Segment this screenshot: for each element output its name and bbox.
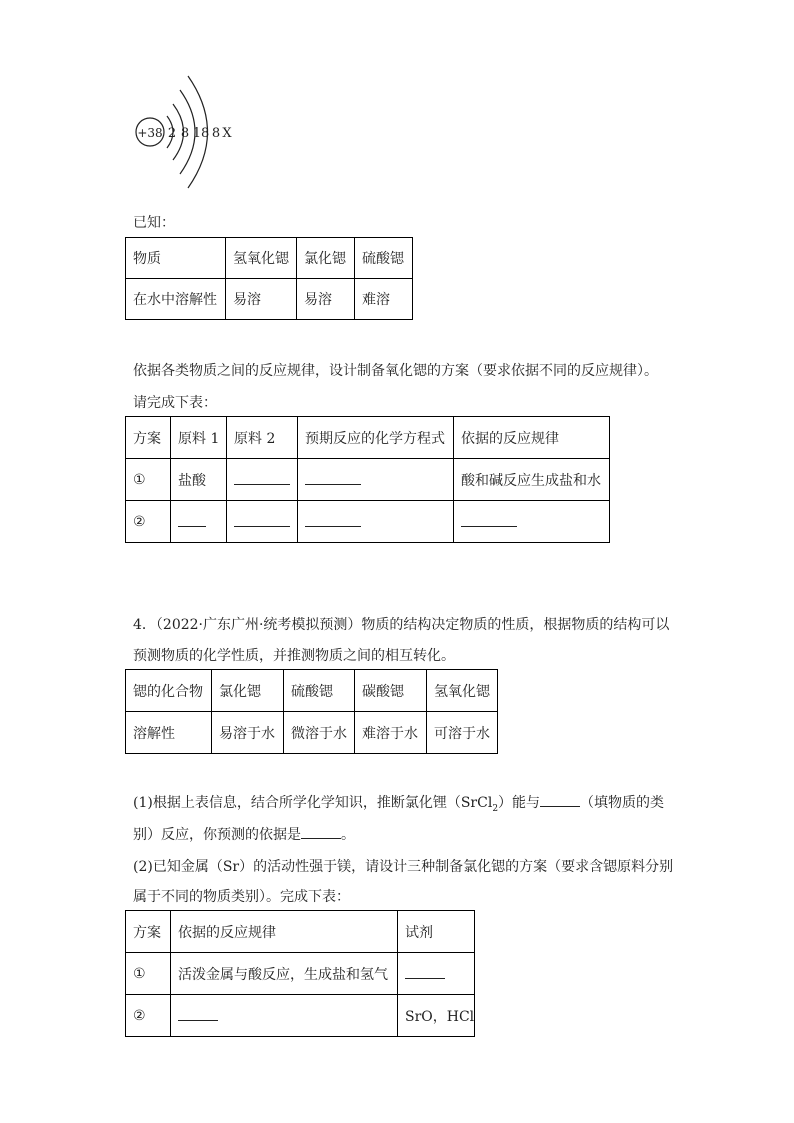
table-cell: 物质	[126, 238, 226, 279]
shell-electrons-1: 2	[167, 126, 177, 141]
answer-blank[interactable]	[461, 512, 517, 527]
table-cell: 溶解性	[126, 712, 212, 754]
table-cell: 氢氧化锶	[427, 670, 498, 712]
table-cell: SrO，HCl	[398, 995, 475, 1037]
table-cell: 碳酸锶	[355, 670, 427, 712]
question-4-intro-line-2: 预测物质的化学性质，并推测物质之间的相互转化。	[133, 648, 455, 664]
question-4-intro-line-1: 4．（2022·广东广州·统考模拟预测）物质的结构决定物质的性质，根据物质的结构可以	[133, 617, 670, 633]
table-cell	[298, 501, 454, 543]
table-cell: 锶的化合物	[126, 670, 212, 712]
instruction-line-2: 请完成下表：	[133, 395, 217, 411]
strontium-compounds-table	[125, 669, 498, 754]
answer-blank[interactable]	[178, 512, 206, 527]
table-cell: 易溶	[226, 279, 297, 320]
table-cell	[298, 459, 454, 501]
part-2-line-1: (2)已知金属（Sr）的活动性强于镁，请设计三种制备氯化锶的方案（要求含锶原料分别	[133, 859, 674, 875]
row-number: ①	[133, 965, 146, 982]
part-1-text: 。	[341, 827, 355, 843]
known-label: 已知：	[133, 215, 175, 231]
table-cell	[126, 459, 171, 501]
table-cell	[126, 995, 171, 1037]
part-1-text: (1)根据上表信息，结合所学化学知识，推断氯化锂（SrCl	[133, 795, 493, 811]
table-header-cell: 方案	[126, 417, 171, 459]
shell-electrons-4: 8	[211, 126, 221, 141]
shell-electrons-3: 18	[192, 126, 210, 141]
table-cell	[227, 459, 298, 501]
table-cell: 在水中溶解性	[126, 279, 226, 320]
row-number: ①	[133, 471, 146, 488]
table-cell	[171, 501, 227, 543]
table-cell: 难溶	[355, 279, 413, 320]
table-cell: 微溶于水	[284, 712, 355, 754]
table-cell	[126, 501, 171, 543]
preparation-table	[125, 416, 610, 543]
strontium-chloride-plan-table	[125, 910, 475, 1037]
row-number: ②	[133, 513, 146, 530]
solubility-table-1	[125, 237, 413, 320]
table-cell: 硫酸锶	[355, 238, 413, 279]
part-1-text: 别）反应，你预测的依据是	[133, 827, 301, 843]
table-cell: 硫酸锶	[284, 670, 355, 712]
table-cell	[454, 501, 610, 543]
table-cell: 可溶于水	[427, 712, 498, 754]
table-cell: 酸和碱反应生成盐和水	[454, 459, 610, 501]
answer-blank[interactable]	[305, 512, 361, 527]
table-cell: 难溶于水	[355, 712, 427, 754]
shell-electrons-2: 8	[180, 126, 190, 141]
table-cell	[227, 501, 298, 543]
answer-blank[interactable]	[234, 512, 290, 527]
part-1-line-1	[133, 792, 664, 814]
table-header-cell: 原料 1	[171, 417, 227, 459]
answer-blank[interactable]	[301, 824, 341, 839]
answer-blank[interactable]	[234, 470, 290, 485]
nucleus-charge: +38	[137, 126, 163, 140]
shell-electrons-x: X	[222, 126, 232, 141]
row-number: ②	[133, 1007, 146, 1024]
table-cell	[398, 953, 475, 995]
answer-blank[interactable]	[405, 964, 445, 979]
table-cell	[171, 995, 398, 1037]
part-1-text: ）能与	[498, 795, 541, 811]
table-header-cell: 依据的反应规律	[171, 911, 398, 953]
table-cell: 活泼金属与酸反应，生成盐和氢气	[171, 953, 398, 995]
answer-blank[interactable]	[305, 470, 361, 485]
part-1-text: （填物质的类	[580, 795, 665, 811]
part-1-line-2	[133, 824, 355, 844]
table-cell: 易溶	[297, 279, 355, 320]
answer-blank[interactable]	[178, 1006, 218, 1021]
part-2-line-2: 属于不同的物质类别）。完成下表：	[133, 889, 350, 905]
table-cell: 氢氧化锶	[226, 238, 297, 279]
instruction-line-1: 依据各类物质之间的反应规律，设计制备氧化锶的方案（要求依据不同的反应规律）。	[133, 363, 658, 379]
table-cell: 氯化锶	[297, 238, 355, 279]
table-cell: 易溶于水	[212, 712, 284, 754]
table-header-cell: 原料 2	[227, 417, 298, 459]
formula-subscript: 2	[492, 803, 499, 814]
table-cell: 盐酸	[171, 459, 227, 501]
table-header-cell: 预期反应的化学方程式	[298, 417, 454, 459]
table-header-cell: 依据的反应规律	[454, 417, 610, 459]
atom-structure-diagram	[130, 68, 240, 193]
answer-blank[interactable]	[540, 792, 580, 807]
table-header-cell: 试剂	[398, 911, 475, 953]
table-cell	[126, 953, 171, 995]
table-cell: 氯化锶	[212, 670, 284, 712]
table-header-cell: 方案	[126, 911, 171, 953]
